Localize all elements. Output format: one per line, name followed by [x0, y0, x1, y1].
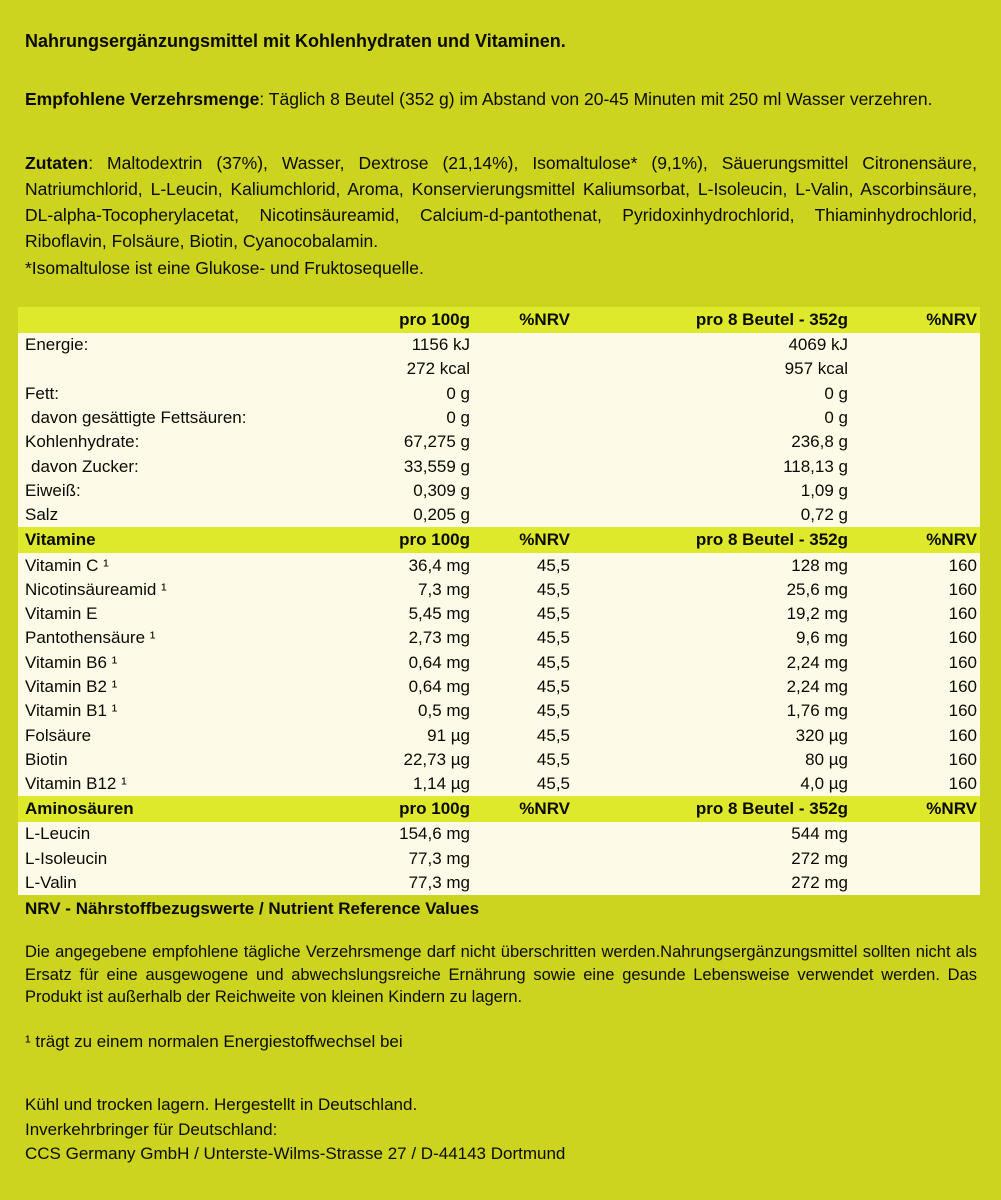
value-nrv-352g — [850, 430, 980, 454]
value-per-352g: 0 g — [575, 382, 850, 406]
value-per-352g: 128 mg — [575, 553, 850, 577]
value-per-100g: 36,4 mg — [355, 553, 470, 577]
column-header: %NRV — [850, 527, 980, 553]
value-per-352g: 9,6 mg — [575, 626, 850, 650]
energy-footnote: ¹ trägt zu einem normalen Energiestoffwechsel bei — [25, 1032, 403, 1051]
value-nrv-100g — [470, 406, 575, 430]
nutrition-table-wrap — [18, 307, 980, 895]
section-title: Vitamine — [18, 527, 355, 553]
section-header-row — [18, 796, 980, 822]
row-label: L-Valin — [18, 871, 355, 895]
value-per-100g: 67,275 g — [355, 430, 470, 454]
section-header-row — [18, 527, 980, 553]
dosage-text: : Täglich 8 Beutel (352 g) im Abstand von 20-45 Minuten mit 250 ml Wasser verzehren. — [259, 89, 933, 109]
value-per-100g: 272 kcal — [355, 357, 470, 381]
value-per-100g: 91 µg — [355, 723, 470, 747]
value-nrv-100g: 45,5 — [470, 553, 575, 577]
value-nrv-352g — [850, 871, 980, 895]
table-row — [18, 357, 980, 381]
value-per-352g: 320 µg — [575, 723, 850, 747]
value-nrv-352g: 160 — [850, 553, 980, 577]
section-title — [18, 307, 355, 333]
value-per-352g: 0 g — [575, 406, 850, 430]
value-per-352g: 4,0 µg — [575, 772, 850, 796]
value-nrv-352g — [850, 357, 980, 381]
value-nrv-100g: 45,5 — [470, 626, 575, 650]
value-per-352g: 2,24 mg — [575, 651, 850, 675]
value-per-100g: 0,309 g — [355, 479, 470, 503]
row-label: Kohlenhydrate: — [18, 430, 355, 454]
value-per-352g: 19,2 mg — [575, 602, 850, 626]
value-nrv-100g: 45,5 — [470, 772, 575, 796]
column-header: %NRV — [470, 796, 575, 822]
row-label: Vitamin B1 ¹ — [18, 699, 355, 723]
table-row — [18, 651, 980, 675]
value-nrv-100g: 45,5 — [470, 578, 575, 602]
nrv-note: NRV - Nährstoffbezugswerte / Nutrient Reference Values — [25, 899, 480, 918]
ingredients-paragraph — [25, 150, 977, 254]
value-per-352g: 80 µg — [575, 748, 850, 772]
distributor-line: CCS Germany GmbH / Unterste-Wilms-Strasse 27 / D-44143 Dortmund — [25, 1144, 566, 1163]
value-per-100g: 0,64 mg — [355, 675, 470, 699]
table-row — [18, 333, 980, 357]
value-nrv-352g: 160 — [850, 748, 980, 772]
value-nrv-100g: 45,5 — [470, 675, 575, 699]
value-per-100g: 5,45 mg — [355, 602, 470, 626]
column-header: pro 8 Beutel - 352g — [575, 307, 850, 333]
row-label: Nicotinsäureamid ¹ — [18, 578, 355, 602]
value-per-100g: 77,3 mg — [355, 871, 470, 895]
value-per-100g: 1156 kJ — [355, 333, 470, 357]
value-nrv-100g: 45,5 — [470, 748, 575, 772]
value-per-100g: 154,6 mg — [355, 822, 470, 846]
column-header: pro 100g — [355, 307, 470, 333]
distributor-label: Inverkehrbringer für Deutschland: — [25, 1119, 278, 1139]
value-nrv-100g — [470, 822, 575, 846]
row-label: Energie: — [18, 333, 355, 357]
column-header: %NRV — [850, 796, 980, 822]
table-row — [18, 675, 980, 699]
row-label: Biotin — [18, 748, 355, 772]
row-label: Vitamin B12 ¹ — [18, 772, 355, 796]
value-per-100g: 1,14 µg — [355, 772, 470, 796]
value-nrv-352g: 160 — [850, 626, 980, 650]
value-nrv-352g: 160 — [850, 602, 980, 626]
value-per-100g: 0 g — [355, 382, 470, 406]
value-per-100g: 0,205 g — [355, 503, 470, 527]
column-header: pro 100g — [355, 527, 470, 553]
value-nrv-100g — [470, 333, 575, 357]
value-nrv-100g — [470, 382, 575, 406]
value-nrv-352g: 160 — [850, 723, 980, 747]
value-nrv-100g — [470, 430, 575, 454]
disclaimer-paragraph: Die angegebene empfohlene tägliche Verzehrsmenge darf nicht überschritten werden.Nahrungsergänzungsmittel sollten nicht als Ersatz für eine ausgewogene und abwechslungsreiche Ernährung sowie eine gesunde Lebensweise verwendet werden. Das Produkt ist außerhalb der Reichweite von kleinen Kindern zu lagern. — [25, 943, 977, 1006]
row-label: davon gesättigte Fettsäuren: — [18, 406, 355, 430]
value-nrv-352g — [850, 382, 980, 406]
value-per-100g: 0,5 mg — [355, 699, 470, 723]
column-header: pro 8 Beutel - 352g — [575, 527, 850, 553]
section-title: Aminosäuren — [18, 796, 355, 822]
column-header: %NRV — [850, 307, 980, 333]
value-nrv-100g: 45,5 — [470, 699, 575, 723]
column-header: pro 100g — [355, 796, 470, 822]
value-nrv-352g: 160 — [850, 772, 980, 796]
value-nrv-100g — [470, 503, 575, 527]
storage-line: Kühl und trocken lagern. Hergestellt in Deutschland. — [25, 1095, 418, 1114]
table-row — [18, 406, 980, 430]
value-nrv-352g: 160 — [850, 675, 980, 699]
value-per-352g: 0,72 g — [575, 503, 850, 527]
row-label: Vitamin B2 ¹ — [18, 675, 355, 699]
table-row — [18, 871, 980, 895]
value-per-352g: 25,6 mg — [575, 578, 850, 602]
row-label: L-Leucin — [18, 822, 355, 846]
table-row — [18, 822, 980, 846]
value-nrv-352g — [850, 847, 980, 871]
table-row — [18, 553, 980, 577]
table-row — [18, 503, 980, 527]
row-label: Fett: — [18, 382, 355, 406]
table-row — [18, 772, 980, 796]
row-label: Folsäure — [18, 723, 355, 747]
value-nrv-352g: 160 — [850, 578, 980, 602]
value-per-352g: 118,13 g — [575, 454, 850, 478]
value-nrv-100g: 45,5 — [470, 651, 575, 675]
value-nrv-352g: 160 — [850, 651, 980, 675]
value-nrv-100g — [470, 454, 575, 478]
value-per-100g: 22,73 µg — [355, 748, 470, 772]
value-nrv-352g: 160 — [850, 699, 980, 723]
row-label: Vitamin E — [18, 602, 355, 626]
nutrition-table-body — [18, 307, 980, 895]
row-label: Salz — [18, 503, 355, 527]
column-header: %NRV — [470, 307, 575, 333]
row-label — [18, 357, 355, 381]
value-per-352g: 1,09 g — [575, 479, 850, 503]
row-label: Vitamin B6 ¹ — [18, 651, 355, 675]
ingredients-label: Zutaten — [25, 153, 89, 173]
dosage-paragraph — [25, 86, 977, 113]
value-nrv-352g — [850, 406, 980, 430]
value-nrv-100g — [470, 847, 575, 871]
value-per-352g: 236,8 g — [575, 430, 850, 454]
value-nrv-352g — [850, 822, 980, 846]
value-per-100g: 2,73 mg — [355, 626, 470, 650]
table-row — [18, 479, 980, 503]
column-header: pro 8 Beutel - 352g — [575, 796, 850, 822]
value-per-100g: 33,559 g — [355, 454, 470, 478]
column-header: %NRV — [470, 527, 575, 553]
value-per-352g: 4069 kJ — [575, 333, 850, 357]
table-row — [18, 748, 980, 772]
value-per-100g: 0 g — [355, 406, 470, 430]
storage-block — [25, 1093, 977, 1167]
value-nrv-352g — [850, 454, 980, 478]
value-nrv-100g — [470, 871, 575, 895]
row-label: Eiweiß: — [18, 479, 355, 503]
dosage-label: Empfohlene Verzehrsmenge — [25, 89, 260, 109]
value-per-352g: 2,24 mg — [575, 675, 850, 699]
value-nrv-100g — [470, 479, 575, 503]
row-label: Pantothensäure ¹ — [18, 626, 355, 650]
value-per-352g: 544 mg — [575, 822, 850, 846]
value-nrv-100g: 45,5 — [470, 723, 575, 747]
value-per-352g: 272 mg — [575, 871, 850, 895]
table-row — [18, 602, 980, 626]
table-row — [18, 454, 980, 478]
table-row — [18, 430, 980, 454]
ingredients-text: : Maltodextrin (37%), Wasser, Dextrose (21,14%), Isomaltulose* (9,1%), Säuerungsmittel Citronensäure, Natriumchlorid, L-Leucin, Kaliumchlorid, Aroma, Konservierungsmittel Kaliumsorbat, L-Isoleucin, L-Valin, Ascorbinsäure, DL-alpha-Tocopherylacetat, Nicotinsäureamid, Calcium-d-pantothenat, Pyridoxinhydrochlorid, Thiaminhydrochlorid, Riboflavin, Folsäure, Biotin, Cyanocobalamin. — [25, 153, 977, 251]
value-per-100g: 7,3 mg — [355, 578, 470, 602]
value-nrv-352g — [850, 503, 980, 527]
value-nrv-100g — [470, 357, 575, 381]
row-label: Vitamin C ¹ — [18, 553, 355, 577]
value-per-100g: 77,3 mg — [355, 847, 470, 871]
product-title: Nahrungsergänzungsmittel mit Kohlenhydraten und Vitaminen. — [25, 31, 566, 51]
row-label: L-Isoleucin — [18, 847, 355, 871]
table-row — [18, 626, 980, 650]
table-row — [18, 699, 980, 723]
value-per-352g: 1,76 mg — [575, 699, 850, 723]
table-row — [18, 723, 980, 747]
value-nrv-100g: 45,5 — [470, 602, 575, 626]
value-nrv-352g — [850, 333, 980, 357]
nutrition-table — [18, 307, 980, 895]
table-row — [18, 382, 980, 406]
table-row — [18, 578, 980, 602]
value-per-100g: 0,64 mg — [355, 651, 470, 675]
isomaltulose-footnote: *Isomaltulose ist eine Glukose- und Fruktosequelle. — [25, 258, 424, 278]
value-nrv-352g — [850, 479, 980, 503]
row-label: davon Zucker: — [18, 454, 355, 478]
section-header-row — [18, 307, 980, 333]
table-row — [18, 847, 980, 871]
value-per-352g: 957 kcal — [575, 357, 850, 381]
value-per-352g: 272 mg — [575, 847, 850, 871]
